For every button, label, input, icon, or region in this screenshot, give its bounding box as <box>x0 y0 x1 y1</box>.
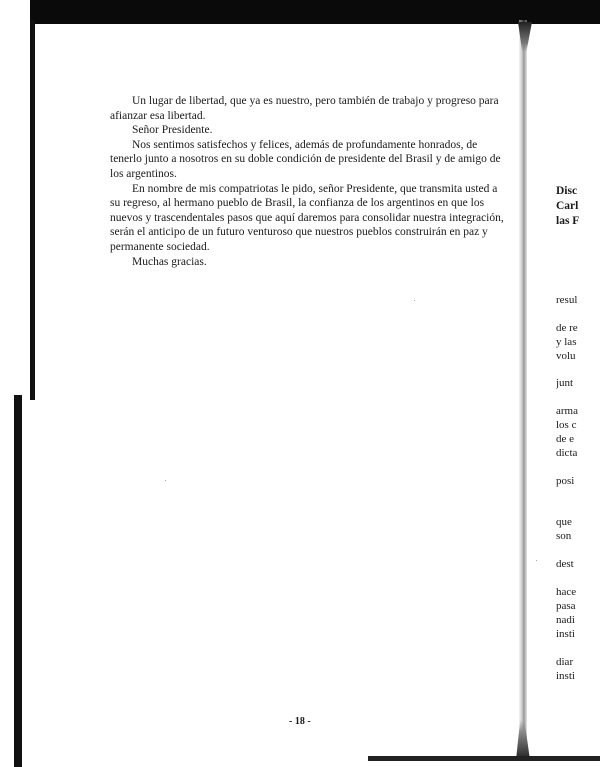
text-fragment: posi <box>556 475 575 487</box>
page-number: - 18 - <box>289 716 311 727</box>
scan-speck <box>536 560 537 561</box>
facing-page <box>556 0 600 767</box>
book-spine-shadow <box>519 20 527 755</box>
text-fragment: y las <box>556 336 577 348</box>
text-fragment: hace <box>556 586 577 598</box>
heading-line: Carl <box>556 200 579 212</box>
paragraph: Nos sentimos satisfechos y felices, además de profundamente honrados, de tenerlo junto a nosotros en su doble condición de presidente del Brasil y de amigo de los argentinos. <box>110 138 501 180</box>
text-fragment: los c <box>556 419 577 431</box>
text-fragment: arma <box>556 405 578 417</box>
heading-line: Disc <box>556 185 578 197</box>
text-fragment: pasa <box>556 600 576 612</box>
text-fragment: de re <box>556 322 578 334</box>
text-fragment: de e <box>556 433 575 445</box>
scan-speck <box>414 300 415 301</box>
speech-text <box>110 94 510 269</box>
paragraph: Muchas gracias. <box>132 255 207 268</box>
text-fragment: insti <box>556 670 575 682</box>
paragraph: Un lugar de libertad, que ya es nuestro, pero también de trabajo y progreso para afianzar esa libertad. <box>110 95 499 122</box>
text-fragment: dicta <box>556 447 578 459</box>
heading-line: las F <box>556 215 580 227</box>
scan-speck <box>165 480 166 481</box>
text-fragment: dest <box>556 558 574 570</box>
text-fragment: son <box>556 530 572 542</box>
facing-page-heading <box>556 184 579 229</box>
paragraph: En nombre de mis compatriotas le pido, señor Presidente, que transmita usted a su regreso, al hermano pueblo de Brasil, la confianza de los argentinos en que los nuevos y trascendentales pasos que aquí daremos para consolidar nuestra integración, serán el anticipo de un futuro venturoso que nuestros pueblos construirán en paz y permanente sociedad. <box>110 182 504 253</box>
scan-top-border <box>30 0 600 24</box>
text-fragment: diar <box>556 656 574 668</box>
text-fragment: volu <box>556 350 576 362</box>
paragraph: Señor Presidente. <box>132 124 213 137</box>
text-fragment: nadi <box>556 614 575 626</box>
scan-left-border-upper <box>30 20 35 400</box>
text-fragment: insti <box>556 628 575 640</box>
text-fragment: que <box>556 516 572 528</box>
text-fragment: resul <box>556 294 578 306</box>
scan-left-border-lower <box>14 395 22 767</box>
text-fragment: junt <box>556 377 574 389</box>
